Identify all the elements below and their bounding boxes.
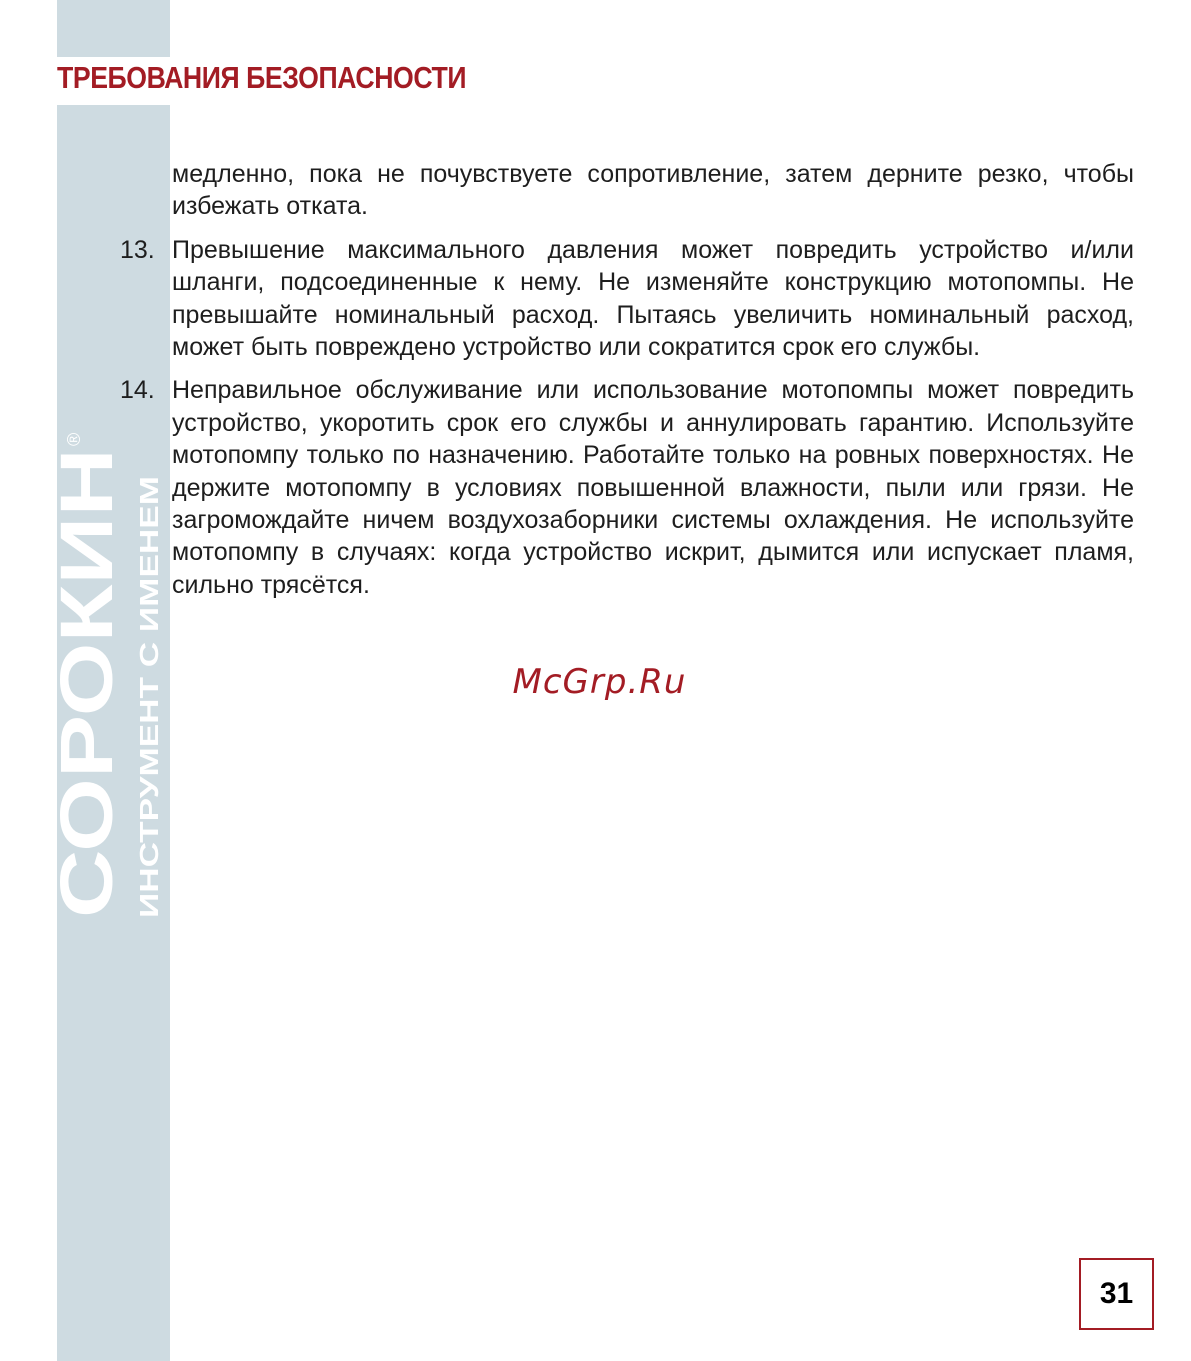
section-title: ТРЕБОВАНИЯ БЕЗОПАСНОСТИ — [57, 60, 467, 95]
list-item — [120, 374, 1134, 601]
brand-tagline: ИНСТРУМЕНТ С ИМЕНЕМ — [134, 591, 164, 918]
registered-mark: ® — [64, 432, 84, 446]
watermark: McGrp.Ru — [512, 662, 687, 702]
list-item — [120, 234, 1134, 364]
item-text: Неправильное обслуживание или использование мотопомпы может повредить устройство, укоротить срок его службы и аннулировать гарантию. Используйте мотопомпу только по назначению. Работайте только на ровных поверхностях. Не держите мотопомпу в условиях повышенной влажности, пыли или грязи. Не загромождайте ничем воздухозаборники системы охлаждения. Не используйте мотопомпу в случаях: когда устройство искрит, дымится или испускает пламя, сильно трясётся. — [172, 376, 1134, 599]
item-number: 14. — [120, 376, 155, 405]
body-text — [120, 158, 1134, 601]
page-number-box — [1079, 1258, 1154, 1330]
continuation-paragraph: медленно, пока не почувствуете сопротивление, затем дерните резко, чтобы избежать отката. — [172, 160, 1134, 221]
brand-name: СОРОКИН — [45, 551, 128, 918]
item-text: Превышение максимального давления может повредить устройство и/или шланги, подсоединенные к нему. Не изменяйте конструкцию мотопомпы. Не превышайте номинальный расход. Пытаясь увеличить номинальный расход, может быть повреждено устройство или сократится срок его службы. — [172, 235, 1134, 362]
page-number: 31 — [1099, 1277, 1134, 1310]
item-number: 13. — [120, 235, 155, 264]
